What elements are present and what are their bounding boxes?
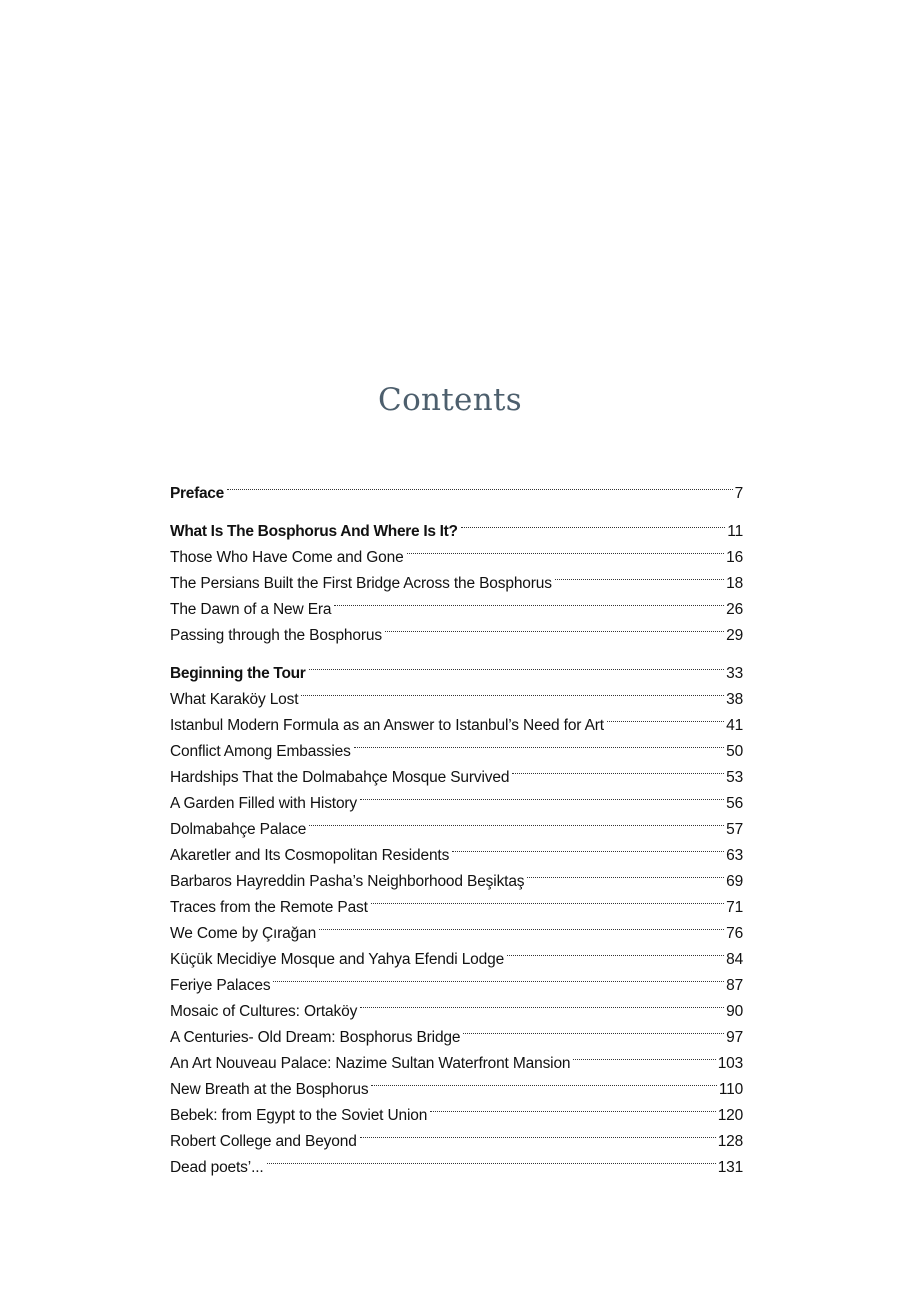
toc-entry-title: Mosaic of Cultures: Ortaköy: [170, 1003, 358, 1020]
toc-page-number: 90: [726, 1003, 743, 1020]
toc-entry-title: Istanbul Modern Formula as an Answer to Istanbul’s Need for Art: [170, 717, 604, 734]
toc-page-number: 71: [726, 899, 743, 916]
dot-leader: [267, 1146, 716, 1172]
toc-entry-title: Beginning the Tour: [170, 665, 306, 682]
dot-leader: [354, 730, 724, 756]
toc-page-number: 128: [717, 1133, 743, 1150]
toc-page-number: 11: [727, 523, 743, 540]
dot-leader: [385, 614, 724, 640]
toc-entry-title: Feriye Palaces: [170, 977, 271, 994]
page-title: Contents: [378, 382, 522, 418]
dot-leader: [319, 912, 724, 938]
toc-page-number: 38: [726, 691, 743, 708]
dot-leader: [463, 1016, 724, 1042]
toc-page-number: 57: [726, 821, 743, 838]
toc-entry-title: Traces from the Remote Past: [170, 899, 368, 916]
toc-entry-title: Robert College and Beyond: [170, 1133, 357, 1150]
dot-leader: [309, 652, 725, 678]
toc-page-number: 29: [726, 627, 743, 644]
dot-leader: [407, 536, 725, 562]
toc-page-number: 50: [726, 743, 743, 760]
toc-page-number: 16: [726, 549, 743, 566]
dot-leader: [461, 510, 726, 536]
toc-entry-title: The Persians Built the First Bridge Across the Bosphorus: [170, 575, 552, 592]
toc-entry-title: The Dawn of a New Era: [170, 601, 332, 618]
toc-page-number: 53: [726, 769, 743, 786]
toc-chapter-heading: [170, 510, 743, 540]
dot-leader: [371, 886, 724, 912]
dot-leader: [227, 472, 733, 498]
toc-section: [170, 652, 743, 1176]
toc-entry-title: A Centuries- Old Dream: Bosphorus Bridge: [170, 1029, 461, 1046]
toc-entry-title: New Breath at the Bosphorus: [170, 1081, 369, 1098]
toc-page-number: 56: [726, 795, 743, 812]
toc-entry-title: Hardships That the Dolmabahçe Mosque Survived: [170, 769, 510, 786]
toc-page-number: 131: [717, 1159, 743, 1176]
dot-leader: [334, 588, 724, 614]
dot-leader: [360, 782, 724, 808]
toc-entry-title: What Karaköy Lost: [170, 691, 299, 708]
dot-leader: [527, 860, 724, 886]
dot-leader: [371, 1068, 716, 1094]
toc-page-number: 33: [726, 665, 743, 682]
toc-entry-title: Küçük Mecidiye Mosque and Yahya Efendi Lodge: [170, 951, 505, 968]
toc-page-number: 97: [726, 1029, 743, 1046]
dot-leader: [573, 1042, 715, 1068]
toc-page-number: 69: [726, 873, 743, 890]
toc-page-number: 87: [726, 977, 743, 994]
toc-page-number: 63: [726, 847, 743, 864]
dot-leader: [507, 938, 724, 964]
toc-page-number: 110: [718, 1081, 743, 1098]
toc-entry-title: Bebek: from Egypt to the Soviet Union: [170, 1107, 428, 1124]
toc-entry-title: Passing through the Bosphorus: [170, 627, 382, 644]
dot-leader: [430, 1094, 716, 1120]
toc-entry-title: Dolmabahçe Palace: [170, 821, 307, 838]
toc-entry-title: Those Who Have Come and Gone: [170, 549, 404, 566]
dot-leader: [273, 964, 724, 990]
dot-leader: [360, 990, 724, 1016]
dot-leader: [301, 678, 724, 704]
toc-chapter-heading: [170, 652, 743, 682]
toc-entry-title: Preface: [170, 485, 224, 502]
toc-page-number: 41: [726, 717, 743, 734]
dot-leader: [309, 808, 724, 834]
dot-leader: [555, 562, 724, 588]
toc-page-number: 7: [734, 485, 743, 502]
toc-section: [170, 472, 743, 502]
dot-leader: [512, 756, 724, 782]
dot-leader: [452, 834, 724, 860]
toc-page-number: 120: [717, 1107, 743, 1124]
toc-page-number: 18: [726, 575, 743, 592]
toc-page-number: 76: [726, 925, 743, 942]
toc-entry-title: Akaretler and Its Cosmopolitan Residents: [170, 847, 450, 864]
toc-entry-title: An Art Nouveau Palace: Nazime Sultan Waterfront Mansion: [170, 1055, 571, 1072]
dot-leader: [360, 1120, 716, 1146]
toc-chapter-heading: [170, 472, 743, 502]
toc-page-number: 84: [726, 951, 743, 968]
table-of-contents: [170, 472, 743, 1176]
toc-page-number: 26: [726, 601, 743, 618]
toc-entry-title: What Is The Bosphorus And Where Is It?: [170, 523, 458, 540]
toc-entry-title: Dead poets’...: [170, 1159, 264, 1176]
toc-section: [170, 510, 743, 644]
dot-leader: [607, 704, 724, 730]
toc-page-number: 103: [717, 1055, 743, 1072]
toc-entry-title: A Garden Filled with History: [170, 795, 358, 812]
toc-entry-title: We Come by Çırağan: [170, 925, 317, 942]
toc-entry-title: Conflict Among Embassies: [170, 743, 351, 760]
toc-entry-title: Barbaros Hayreddin Pasha’s Neighborhood Beşiktaş: [170, 873, 525, 890]
